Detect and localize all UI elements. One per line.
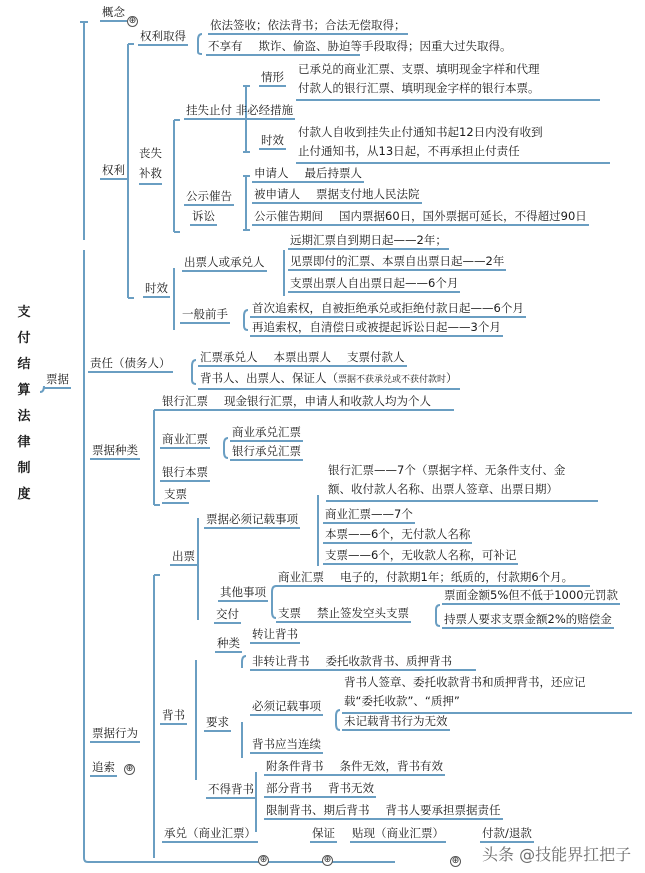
node-zhonglei[interactable]: 票据种类 — [90, 443, 140, 460]
node-baozheng[interactable]: 保证 — [310, 826, 337, 843]
note: 票据不获承兑或不获付款时 — [338, 375, 447, 385]
label: 部分背书 — [266, 781, 312, 795]
node-tiexian[interactable]: 贴现（商业汇票） — [350, 826, 446, 843]
node-budebeishu[interactable]: 不得背书 — [206, 782, 256, 799]
node-bxjz-item[interactable]: 商业汇票——7个 — [323, 507, 415, 524]
node-bd-item[interactable] — [264, 759, 445, 776]
node-syhp[interactable]: 商业汇票 — [160, 432, 210, 449]
label: 商业汇票 — [278, 570, 324, 584]
node-shixiao[interactable]: 时效 — [143, 281, 170, 298]
node-syhp-item[interactable]: 商业承兑汇票 — [230, 425, 303, 442]
node-qianshou[interactable]: 一般前手 — [180, 307, 230, 324]
node-feizhuanrang[interactable] — [250, 654, 476, 671]
expand-icon[interactable]: ⊕ — [125, 764, 134, 774]
node-sangshi[interactable] — [139, 143, 162, 185]
value: 国内票据60日，国外票据可延长，不得超过90日 — [339, 209, 587, 223]
root-char: 法 — [17, 409, 31, 424]
item: 支票付款人 — [347, 350, 405, 364]
value: 最后持票人 — [304, 166, 362, 180]
label: 支票 — [278, 606, 301, 620]
node-zhuisuo[interactable]: 追索 — [90, 760, 117, 777]
node-syhp-item[interactable]: 银行承兑汇票 — [230, 444, 303, 461]
node-guashi[interactable]: 挂失止付 非必经措施 — [184, 103, 295, 120]
root-char: 付 — [17, 331, 31, 346]
node-applicant[interactable] — [252, 166, 364, 183]
label: 附条件背书 — [266, 759, 324, 773]
node-cpr-item[interactable]: 见票即付的汇票、本票自出票日起——2年 — [288, 254, 506, 271]
text-line: 止付通知书，从13日起，不再承担止付责任 — [298, 144, 520, 158]
value: 禁止签发空头支票 — [317, 606, 409, 620]
watermark: 头条 @技能界扛把子 — [482, 845, 632, 864]
label: 限制背书、期后背书 — [266, 803, 370, 817]
node-qingxing[interactable]: 情形 — [259, 70, 286, 87]
value: 背书人要承担票据责任 — [385, 803, 501, 817]
expand-icon[interactable]: ⊕ — [451, 856, 460, 866]
expand-icon[interactable]: ⊕ — [259, 855, 268, 865]
expand-icon[interactable]: ⊕ — [128, 16, 137, 26]
node-respondent[interactable] — [252, 187, 422, 204]
node-cpr-item[interactable]: 远期汇票自到期日起——2年； — [288, 233, 449, 250]
label-part: 丧失 — [139, 146, 162, 160]
text-line: 已承兑的商业汇票、支票、填明现金字样和代理 — [298, 62, 540, 76]
text: ） — [446, 371, 458, 385]
node-beishu[interactable]: 背书 — [160, 708, 187, 725]
node-qt-syhp[interactable] — [276, 570, 590, 587]
value: 现金银行汇票，申请人和收款人均为个人 — [224, 394, 431, 408]
node-qt-zp[interactable] — [276, 606, 411, 623]
root-char: 制 — [17, 461, 31, 476]
node-chengdui[interactable]: 承兑（商业汇票） — [162, 826, 258, 843]
node-qude-item[interactable]: 依法签收；依法背书；合法无偿取得； — [208, 18, 408, 35]
node-quanli-qude[interactable]: 权利取得 — [138, 29, 188, 46]
label: 非转让背书 — [252, 654, 310, 668]
text-line: 额、收付款人名称、出票人签章、出票日期） — [328, 482, 558, 496]
root-char: 律 — [17, 435, 31, 450]
value: 条件无效，背书有效 — [339, 759, 443, 773]
node-jiaofu[interactable]: 交付 — [214, 607, 241, 624]
node-yhbp[interactable]: 银行本票 — [160, 465, 210, 482]
value: 背书无效 — [328, 781, 374, 795]
node-zeren-line2[interactable] — [198, 371, 460, 390]
node-qita[interactable]: 其他事项 — [218, 585, 268, 602]
node-zeren-line1[interactable] — [198, 350, 407, 367]
label: 公示催告期间 — [254, 209, 323, 223]
node-bd-item[interactable] — [264, 803, 503, 820]
value: 电子的，付款期1年；纸质的，付款期6个月。 — [340, 570, 574, 584]
label-part: 补救 — [139, 163, 162, 185]
node-lianxu[interactable]: 背书应当连续 — [250, 737, 323, 754]
node-cpr-item[interactable]: 支票出票人自出票日起——6个月 — [288, 276, 460, 293]
node-not-enjoy[interactable] — [206, 39, 512, 56]
text-line: 付款人自收到挂失止付通知书起12日内没有收到 — [298, 125, 543, 139]
text-line: 银行汇票——7个（票据字样、无条件支付、金 — [328, 463, 566, 477]
node-quanli[interactable]: 权利 — [100, 163, 127, 180]
node-bs-bxjz-text[interactable] — [342, 673, 632, 714]
text-line: 载“委托收款”、“质押” — [344, 694, 460, 708]
node-zeren[interactable]: 责任（债务人） — [88, 356, 173, 373]
text: 背书人、出票人、保证人（ — [200, 371, 338, 385]
node-zp[interactable]: 支票 — [162, 487, 189, 504]
node-qs-item[interactable]: 再追索权，自清偿日或被提起诉讼日起——3个月 — [250, 320, 503, 337]
node-gongshi[interactable]: 公示催告 — [184, 189, 234, 206]
node-susong[interactable]: 诉讼 — [190, 209, 217, 226]
node-xingwei[interactable]: 票据行为 — [90, 726, 140, 743]
text-line: 背书人签章、委托收款背书和质押背书，还应记 — [344, 675, 586, 689]
node-qs-item[interactable]: 首次追索权，自被拒绝承兑或拒绝付款日起——6个月 — [250, 301, 526, 318]
node-period[interactable] — [252, 209, 589, 226]
label: 银行汇票 — [162, 394, 208, 408]
expand-icon[interactable]: ⊕ — [323, 855, 332, 865]
item: 汇票承兑人 — [200, 350, 258, 364]
node-zhonglei-bs[interactable]: 种类 — [215, 636, 242, 653]
value: 委托收款背书、质押背书 — [325, 654, 452, 668]
node-shixiao-guashi[interactable]: 时效 — [259, 133, 286, 150]
node-chupiao[interactable]: 出票 — [170, 549, 197, 566]
node-qingxing-text[interactable] — [296, 60, 600, 101]
root-char: 支 — [17, 305, 31, 320]
text-line: 付款人的银行汇票、填明现金字样的银行本票。 — [298, 81, 540, 95]
node-bxjz[interactable]: 票据必须记载事项 — [204, 512, 300, 529]
node-bd-item[interactable] — [264, 781, 376, 798]
node-gainian[interactable]: 概念 — [100, 5, 127, 22]
root-char: 结 — [17, 357, 31, 372]
node-fukuan[interactable]: 付款/退款 — [480, 826, 534, 843]
label: 申请人 — [254, 166, 289, 180]
root-title — [12, 300, 36, 508]
label: 不享有 — [208, 39, 243, 53]
node-zhuanrang[interactable]: 转让背书 — [250, 627, 300, 644]
root-char: 度 — [17, 487, 31, 502]
item: 本票出票人 — [273, 350, 331, 364]
node-penalty[interactable]: 票面金额5%但不低于1000元罚款 — [442, 588, 620, 605]
node-chupiaoren[interactable]: 出票人或承兑人 — [182, 255, 267, 272]
node-shixiao-guashi-text[interactable] — [296, 123, 610, 164]
node-bxjz-yhhp[interactable] — [326, 461, 598, 502]
label: 被申请人 — [254, 187, 300, 201]
node-piaoju[interactable]: 票据 — [44, 372, 71, 389]
root-char: 算 — [17, 383, 31, 398]
node-yaoqiu[interactable]: 要求 — [204, 715, 231, 732]
value: 票据支付地人民法院 — [316, 187, 420, 201]
node-penalty[interactable]: 持票人要求支票金额2%的赔偿金 — [442, 612, 614, 629]
value: 欺诈、偷盗、胁迫等手段取得；因重大过失取得。 — [258, 39, 512, 53]
node-bs-invalid[interactable]: 未记载背书行为无效 — [342, 714, 450, 731]
node-bxjz-item[interactable]: 本票——6个，无付款人名称 — [323, 527, 472, 544]
node-bs-bxjz[interactable]: 必须记载事项 — [250, 699, 323, 716]
node-bxjz-item[interactable]: 支票——6个，无收款人名称，可补记 — [323, 548, 518, 565]
node-yhhp[interactable] — [160, 394, 454, 411]
